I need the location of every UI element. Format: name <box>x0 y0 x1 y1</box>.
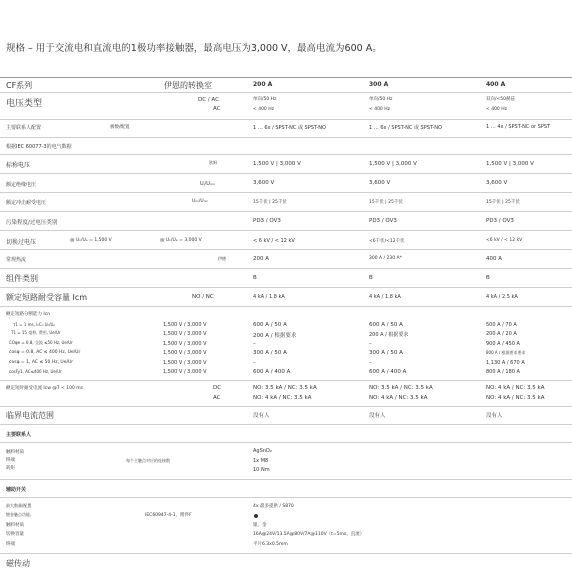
breaking-400-4: 800 A / 根据要求要求 <box>486 350 526 355</box>
breaking-300-2: 200 A / 根据要求 <box>369 332 409 338</box>
divider <box>0 173 572 174</box>
short-time-ac: AC <box>213 395 221 401</box>
voltage-type-dcac: DC / AC <box>198 97 219 103</box>
divider <box>0 230 572 231</box>
insulation-sym: Uᵢ/Uₙₘ <box>200 181 216 187</box>
breaking-400-2: 200 A / 20 A <box>486 331 517 337</box>
impulse-label: 额定冲击耐受电压 <box>6 200 47 206</box>
main-contacts-value-3: 10 Nm <box>253 467 270 473</box>
short-time-label: 额定短时耐受电流 Icw @T < 100 ms <box>6 386 83 391</box>
main-contacts-heading: 主要联系人 <box>6 432 32 438</box>
breaking-volt-1: 1,500 V / 3,000 V <box>163 322 207 328</box>
breaking-400-3: 900 A / 450 A <box>486 341 520 347</box>
short-circuit-300: 4 kA / 1.8 kA <box>369 294 401 300</box>
thermal-200: 200 A <box>253 256 270 262</box>
aux-value-1: 4x 最多提供 / S870 <box>253 504 294 509</box>
main-contacts-label-1: 触料材质 <box>6 450 24 455</box>
bullet-icon <box>254 514 258 518</box>
critical-300: 没有人 <box>369 413 386 419</box>
short-circuit-mid: NO / NC <box>192 294 214 300</box>
rated-voltage-300: 1,500 V | 3,000 V <box>369 161 417 167</box>
breaking-200-5: – <box>253 360 256 366</box>
breaking-cond-6: cosFy1, AC≤400 Hz, Ue/Ur <box>9 369 62 374</box>
aux-label-5: 终端 <box>6 542 15 547</box>
voltage-type-200-b: < 400 Hz <box>253 107 274 112</box>
insulation-label: 额定绝缘电压 <box>6 182 37 188</box>
divider <box>0 497 572 498</box>
switching-overvoltage-300: <6千伏/<12千伏 <box>369 239 405 244</box>
category-300: B <box>369 275 373 281</box>
col-header-200: 200 A <box>253 81 273 88</box>
category-label: 组件类别 <box>6 274 38 283</box>
divider <box>0 268 572 269</box>
divider <box>0 137 572 138</box>
breaking-400-1: 500 A / 70 A <box>486 322 517 328</box>
short-circuit-400: 4 kA / 2.5 kA <box>486 294 518 300</box>
aux-label-1: 最大数量/配置 <box>6 503 32 508</box>
breaking-200-3: – <box>253 341 256 347</box>
pollution-300: PD3 / OV3 <box>369 218 397 224</box>
aux-value-4: 16A@24V/13.5A@80V/7A@110V（t=5ms，直流） <box>253 532 365 537</box>
divider <box>0 154 572 155</box>
main-contact-200: 1 … 6x / SPST-NC 或 SPST-NO <box>253 125 326 131</box>
divider <box>0 380 572 381</box>
voltage-type-300-a: 单向/50 Hz <box>369 97 393 102</box>
divider <box>0 77 572 78</box>
insulation-400: 3,600 V <box>486 180 508 186</box>
breaking-cond-2: T1 = 15 毫秒, 费用, Ue/Ur <box>11 330 61 335</box>
voltage-type-300-b: < 400 Hz <box>369 107 390 112</box>
breaking-200-6: 600 A / 400 A <box>253 369 291 375</box>
insulation-200: 3,600 V <box>253 180 275 186</box>
thermal-300: 300 A / 230 A* <box>369 256 402 261</box>
main-contacts-mid: 每个主触点对应的连接数 <box>126 458 170 463</box>
short-circuit-label: 额定短路耐受容量 Icm <box>6 293 88 302</box>
aux-label-4: 切换容量 <box>6 532 24 537</box>
breaking-200-2: 200 A / 根据要求 <box>253 333 297 339</box>
breaking-volt-3: 1,500 V / 3,000 V <box>163 341 207 347</box>
rated-voltage-label: 标称电压 <box>6 162 31 169</box>
short-time-400-dc: NO: 4 kA / NC: 3.5 kA <box>486 385 545 391</box>
main-contacts-label-3: 转矩 <box>6 466 15 471</box>
short-time-400-ac: NO: 4 kA / NC: 3.5 kA <box>486 395 545 401</box>
main-contact-300: 1 … 6x / SPST-NC 或 SPST-NO <box>369 125 442 131</box>
insulation-300: 3,600 V <box>369 180 391 186</box>
impulse-sym: Uᵢₘ/Uₙₘ <box>192 199 209 204</box>
magnetic-label: 磁传动 <box>6 559 30 568</box>
main-contacts-label-2: 终端 <box>6 458 15 463</box>
divider <box>0 442 572 443</box>
main-contacts-value-1: AgSnO₂ <box>253 448 272 454</box>
breaking-400-6: 800 A / 180 A <box>486 369 520 375</box>
voltage-type-200-a: 单向/50 Hz <box>253 97 277 102</box>
impulse-300: 15千伏 | 25千伏 <box>369 200 403 205</box>
aux-value-3: 银，金 <box>253 523 267 528</box>
critical-label: 临界电流范围 <box>6 411 54 420</box>
aux-mid: IEC60947-4-1，附件F <box>145 513 192 518</box>
critical-400: 没有人 <box>486 413 503 419</box>
divider <box>0 406 572 407</box>
pollution-label: 污染程度/过电压类别 <box>6 220 58 226</box>
divider <box>0 211 572 212</box>
breaking-volt-6: 1,500 V / 3,000 V <box>163 369 207 375</box>
breaking-cond-3: COφe = 0.8, 交流 ≤50 Hz, Ue/Ur <box>9 340 73 345</box>
main-contact-mid: 极数/配置 <box>110 125 130 130</box>
main-contact-400: 1 … 4x / SPST-NC or SPST <box>486 124 551 130</box>
col-header-300: 300 A <box>369 81 389 88</box>
aux-label-3: 触料材质 <box>6 523 24 528</box>
breaking-volt-2: 1,500 V / 3,000 V <box>163 331 207 337</box>
short-time-300-dc: NO: 3.5 kA / NC: 3.5 kA <box>369 385 433 391</box>
divider <box>0 119 572 120</box>
short-time-300-ac: NO: 4 kA / NC: 3.5 kA <box>369 395 428 401</box>
breaking-cond-1: τ1 = 1 ms, IₙCₙ Uₙ/Uₑ <box>13 322 56 327</box>
switching-overvoltage-200: < 6 kV / < 12 kV <box>253 238 295 244</box>
category-400: B <box>486 275 490 281</box>
breaking-300-5: – <box>369 360 372 366</box>
aux-heading: 辅助开关 <box>6 487 27 493</box>
divider <box>0 479 572 480</box>
breaking-200-1: 600 A / 50 A <box>253 322 287 328</box>
divider <box>0 92 572 93</box>
page-title: 规格 – 用于交流电和直流电的1极功率接触器，最高电压为3,000 V，最高电流为600 A。 <box>6 43 382 54</box>
voltage-type-400-a: 双向/<50赫兹 <box>486 97 516 102</box>
converter-label: 伊恩的转换室 <box>164 81 212 90</box>
breaking-200-4: 300 A / 50 A <box>253 350 287 356</box>
breaking-volt-5: 1,500 V / 3,000 V <box>163 360 207 366</box>
breaking-volt-4: 1,500 V / 3,000 V <box>163 350 207 356</box>
breaking-300-4: 300 A / 50 A <box>369 350 403 356</box>
voltage-type-ac: AC <box>213 106 221 112</box>
thermal-sym: 伊德 <box>218 256 226 261</box>
switching-overvoltage-400: <6 kV / < 12 kV <box>486 238 523 243</box>
rated-voltage-200: 1,500 V | 3,000 V <box>253 161 301 167</box>
electrical-heading: 根据IEC 60077-3的电气数据 <box>6 144 72 150</box>
pollution-200: PD3 / OV3 <box>253 218 281 224</box>
switching-cond-1: @ Uₙ/Uₑ = 1,500 V <box>70 238 112 243</box>
series-label: CF系列 <box>6 81 33 90</box>
breaking-cond-4: cosφ = 0.8, AC ≤ 400 Hz, Ue/Ur <box>9 350 81 355</box>
switching-overvoltage-label: 切换过电压 <box>6 239 37 246</box>
aux-value-5: 平片6.3x0.5mm <box>253 542 288 547</box>
impulse-400: 15千伏 | 25千伏 <box>486 200 520 205</box>
short-time-200-ac: NO: 4 kA / NC: 3.5 kA <box>253 395 312 401</box>
category-200: B <box>253 275 257 281</box>
breaking-300-3: – <box>369 341 372 347</box>
col-header-400: 400 A <box>486 81 506 88</box>
aux-label-2: 镀金触点功能, <box>6 512 32 517</box>
thermal-400: 400 A <box>486 256 503 262</box>
breaking-label: 额定短路分断能力 Icn <box>6 312 51 317</box>
short-time-dc: DC <box>213 385 222 391</box>
breaking-300-1: 600 A / 50 A <box>369 322 403 328</box>
impulse-200: 15千伏 | 25千伏 <box>253 200 287 205</box>
rated-voltage-sym: 欧姆 <box>209 160 217 165</box>
divider <box>0 192 572 193</box>
voltage-type-label: 电压类型 <box>6 99 43 109</box>
short-circuit-200: 4 kA / 1.8 kA <box>253 294 285 300</box>
divider <box>0 249 572 250</box>
main-contact-label: 主要联系人配置 <box>6 125 42 131</box>
switching-cond-2: @ Uₙ/Uₑ = 3,000 V <box>160 238 202 243</box>
thermal-label: 常规热流 <box>6 257 27 263</box>
breaking-cond-5: cosφ = 1, AC ≤ 50 Hz, Ue/Ur <box>9 360 74 365</box>
divider <box>0 306 572 307</box>
divider <box>0 287 572 288</box>
voltage-type-400-b: < 400 Hz <box>486 107 507 112</box>
breaking-300-6: 600 A / 400 A <box>369 369 407 375</box>
breaking-400-5: 1,130 A / 670 A <box>486 360 525 366</box>
main-contacts-value-2: 1x M8 <box>253 458 269 464</box>
rated-voltage-400: 1,500 V | 3,000 V <box>486 161 534 167</box>
short-time-200-dc: NO: 3.5 kA / NC: 3.5 kA <box>253 385 317 391</box>
divider <box>0 553 572 554</box>
pollution-400: PD3 / OV3 <box>486 218 514 224</box>
divider <box>0 424 572 425</box>
critical-200: 没有人 <box>253 413 270 419</box>
